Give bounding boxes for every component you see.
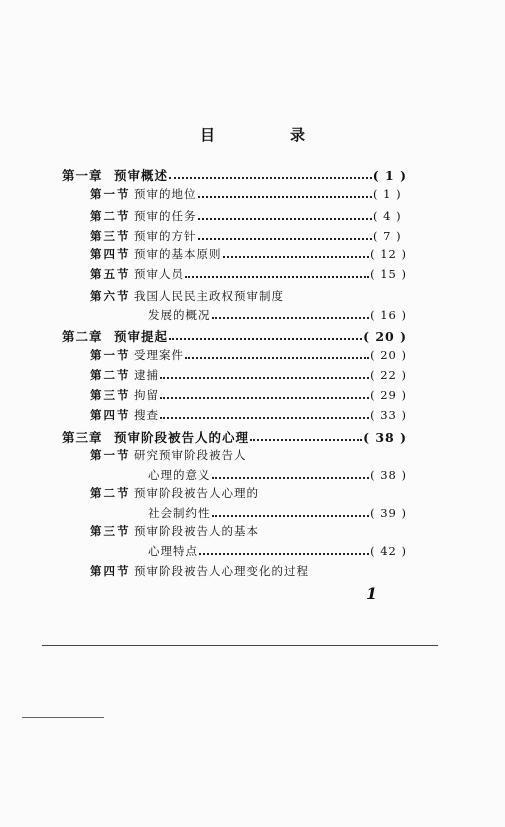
dot-leader <box>212 515 370 517</box>
dot-leader <box>185 357 369 359</box>
toc-entry-title: 预审阶段被告人心理变化的过程 <box>134 564 309 578</box>
dot-leader <box>212 477 370 479</box>
toc-entry-number: 第三节 <box>90 388 131 402</box>
toc-entry-title: 发展的概况 <box>148 308 211 322</box>
toc-page-number: ( 20 ) <box>370 348 407 362</box>
toc-entry-title: 预审概述 <box>114 168 169 183</box>
toc-page-number: ( 16 ) <box>370 308 407 322</box>
dot-leader <box>250 439 362 441</box>
toc-entry-title: 预审人员 <box>134 267 184 281</box>
toc-continuation-line <box>148 543 407 559</box>
toc-entry-number: 第一章 <box>62 168 103 183</box>
toc-entry-title: 研究预审阶段被告人 <box>134 448 247 462</box>
toc-section-entry <box>90 186 407 202</box>
toc-entry-title: 心理的意义 <box>148 468 211 482</box>
dot-leader <box>212 317 370 319</box>
dot-leader <box>169 338 362 340</box>
toc-entry-title: 受理案件 <box>134 348 184 362</box>
toc-page-number: ( 22 ) <box>370 368 407 382</box>
toc-page-number: ( 20 ) <box>363 329 407 344</box>
toc-page-number: ( 12 ) <box>370 247 407 261</box>
toc-entry-title: 预审阶段被告人的基本 <box>134 524 259 538</box>
dot-leader <box>223 256 370 258</box>
toc-section-entry <box>90 347 407 363</box>
page-divider <box>42 645 438 646</box>
toc-title: 目 录 <box>199 126 335 144</box>
page-number: 1 <box>366 584 378 603</box>
toc-entry-title: 心理特点 <box>148 544 198 558</box>
toc-entry-number: 第四节 <box>90 564 131 578</box>
toc-entry-number: 第三章 <box>62 430 103 445</box>
toc-page-number: ( 1 ) <box>373 187 402 201</box>
toc-section-entry <box>90 563 407 579</box>
dot-leader <box>198 238 373 240</box>
toc-section-entry <box>90 387 407 403</box>
toc-page-number: ( 38 ) <box>370 468 407 482</box>
toc-section-entry <box>90 367 407 383</box>
toc-entry-title: 预审提起 <box>114 329 169 344</box>
toc-entry-title: 预审阶段被告人的心理 <box>114 430 250 445</box>
dot-leader <box>160 377 369 379</box>
toc-section-entry <box>90 266 407 282</box>
toc-entry-number: 第一节 <box>90 448 131 462</box>
toc-entry-number: 第三节 <box>90 229 131 243</box>
footnote-rule <box>22 717 104 718</box>
toc-entry-number: 第一节 <box>90 187 131 201</box>
toc-section-entry <box>90 228 407 244</box>
toc-entry-title: 预审的地位 <box>134 187 197 201</box>
toc-continuation-line <box>148 505 407 521</box>
toc-chapter-entry <box>62 327 407 345</box>
toc-page-number: ( 4 ) <box>373 209 402 223</box>
toc-chapter-entry <box>62 428 407 446</box>
toc-section-entry <box>90 288 407 304</box>
toc-page-number: ( 1 ) <box>372 168 407 183</box>
toc-page-number: ( 33 ) <box>370 408 407 422</box>
toc-entry-number: 第四节 <box>90 247 131 261</box>
toc-section-entry <box>90 523 407 539</box>
toc-entry-number: 第三节 <box>90 524 131 538</box>
toc-entry-number: 第二章 <box>62 329 103 344</box>
dot-leader <box>160 417 369 419</box>
toc-page-number: ( 15 ) <box>370 267 407 281</box>
toc-section-entry <box>90 246 407 262</box>
toc-entry-title: 搜查 <box>134 408 159 422</box>
toc-page-number: ( 42 ) <box>370 544 407 558</box>
toc-entry-title: 我国人民民主政权预审制度 <box>134 289 284 303</box>
toc-entry-number: 第六节 <box>90 289 131 303</box>
toc-continuation-line <box>148 467 407 483</box>
toc-entry-title: 社会制约性 <box>148 506 211 520</box>
toc-section-entry <box>90 208 407 224</box>
toc-entry-title: 预审的方针 <box>134 229 197 243</box>
toc-page-number: ( 7 ) <box>373 229 402 243</box>
toc-chapter-entry <box>62 166 407 184</box>
toc-entry-number: 第一节 <box>90 348 131 362</box>
toc-entry-title: 逮捕 <box>134 368 159 382</box>
dot-leader <box>169 177 372 179</box>
toc-entry-title: 预审阶段被告人心理的 <box>134 486 259 500</box>
toc-section-entry <box>90 485 407 501</box>
dot-leader <box>185 276 369 278</box>
toc-entry-title: 预审的基本原则 <box>134 247 222 261</box>
toc-continuation-line <box>148 307 407 323</box>
toc-section-entry <box>90 447 407 463</box>
toc-entry-number: 第二节 <box>90 486 131 500</box>
toc-entry-number: 第二节 <box>90 368 131 382</box>
toc-entry-number: 第五节 <box>90 267 131 281</box>
dot-leader <box>198 196 373 198</box>
dot-leader <box>199 553 369 555</box>
toc-page-number: ( 29 ) <box>370 388 407 402</box>
toc-entry-number: 第二节 <box>90 209 131 223</box>
dot-leader <box>198 218 373 220</box>
toc-entry-title: 拘留 <box>134 388 159 402</box>
toc-entry-number: 第四节 <box>90 408 131 422</box>
toc-page-number: ( 39 ) <box>370 506 407 520</box>
toc-entry-title: 预审的任务 <box>134 209 197 223</box>
toc-page-number: ( 38 ) <box>363 430 407 445</box>
dot-leader <box>160 397 369 399</box>
toc-section-entry <box>90 407 407 423</box>
